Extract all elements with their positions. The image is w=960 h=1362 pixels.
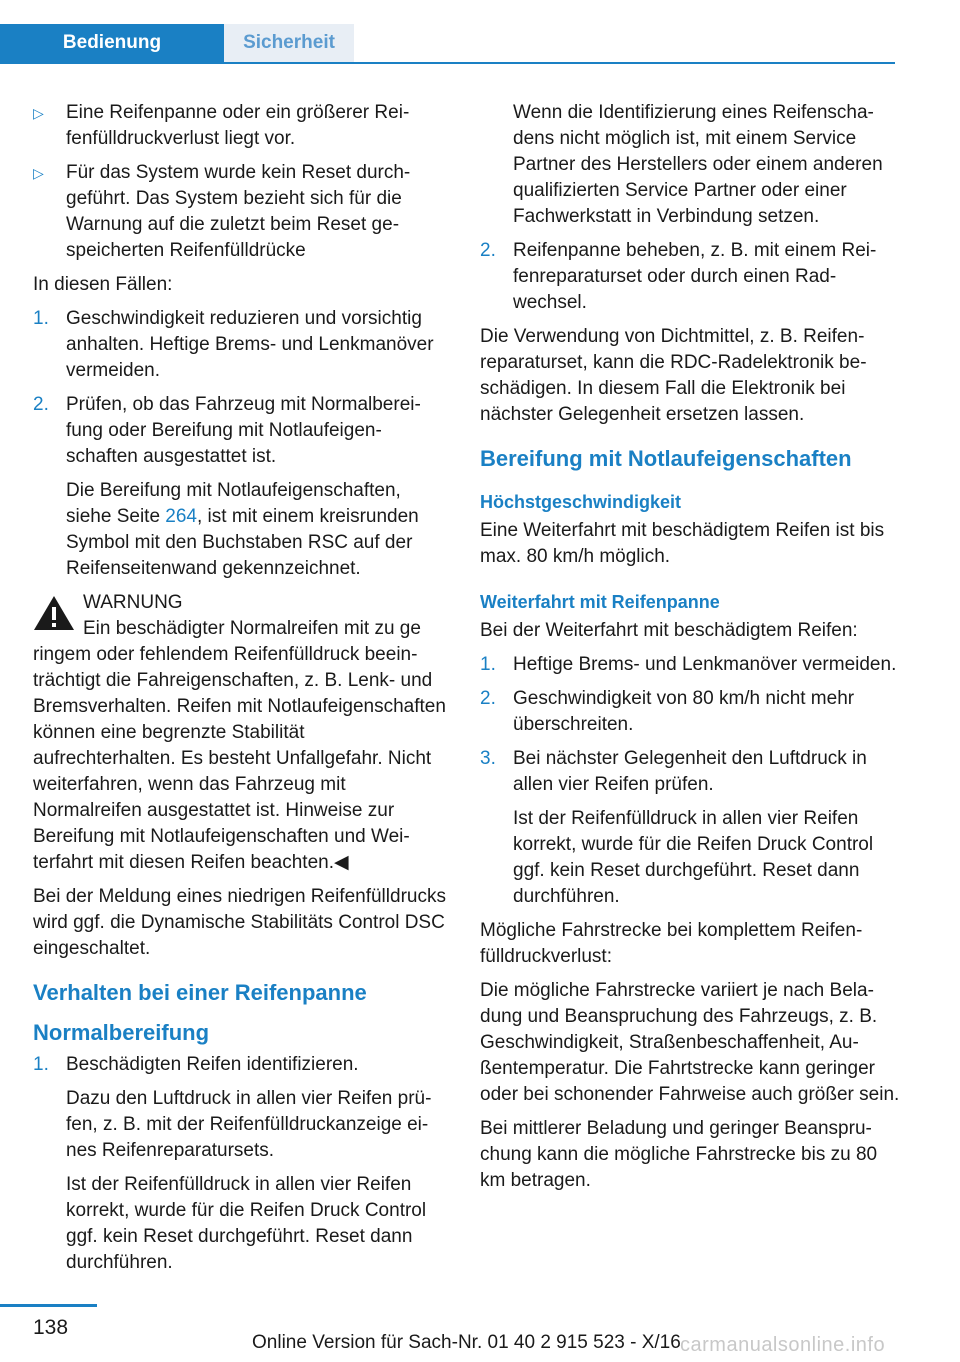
page-reference-link[interactable]: 264 (165, 506, 197, 527)
watermark: carmanualsonline.info (680, 1334, 886, 1356)
list-item: ▷ Für das System wurde kein Reset durchgeführt. Das System bezieht sich für die Warnung auf die zuletzt beim Reset gespeicherten Reifenfülldrücke (33, 162, 411, 261)
step-number: 1. (33, 308, 49, 329)
left-column (33, 100, 447, 1284)
list-item: 1. Geschwindigkeit reduzieren und vorsichtig anhalten. Heftige Brems- und Lenkmanöver vermeiden. (33, 308, 434, 381)
paragraph: Bei mittlerer Beladung und geringer Beanspruchung kann die mögliche Fahrstrecke bis zu 80 km betragen. (480, 1118, 878, 1191)
list-item: ▷ Eine Reifenpanne oder ein größerer Reifenfülldruckverlust liegt vor. (33, 102, 410, 149)
warning-triangle-icon (33, 594, 75, 632)
warning-title: WARNUNG (83, 592, 183, 613)
paragraph: Eine Weiterfahrt mit beschädigtem Reifen ist bis max. 80 km/h möglich. (480, 520, 885, 567)
bullet-triangle-icon: ▷ (33, 165, 44, 181)
step-number: 2. (480, 688, 496, 709)
list-item: 1. Heftige Brems- und Lenkmanöver vermeiden. (480, 652, 900, 678)
footer-rule (0, 1304, 97, 1307)
right-column (480, 100, 900, 1202)
step-subtext: Ist der Reifenfülldruck in allen vier Reifen korrekt, wurde für die Reifen Druck Control ggf. kein Reset durchgeführt. Reset dann durchführen. (66, 1174, 427, 1273)
section-heading: Bereifung mit Notlaufeigenschaften (480, 446, 852, 471)
step-subtext: Wenn die Identifizierung eines Reifenschadens nicht möglich ist, mit einem Service Partner des Herstellers oder einem anderen qualifizierten Service Partner oder einer Fachwerkstatt in Verbindung setzen. (513, 102, 883, 227)
paragraph: Bei der Weiterfahrt mit beschädigtem Reifen: (480, 620, 858, 641)
step-number: 2. (33, 394, 49, 415)
paragraph: Bei der Meldung eines niedrigen Reifenfülldrucks wird ggf. die Dynamische Stabilitäts Control DSC eingeschaltet. (33, 886, 446, 959)
list-item: 3. Bei nächster Gelegenheit den Luftdruck in allen vier Reifen prüfen. (480, 748, 867, 795)
chapter-tabs (0, 24, 895, 64)
page-number: 138 (33, 1316, 69, 1339)
tab-sicherheit[interactable]: Sicherheit (224, 24, 354, 62)
step-number: 1. (480, 654, 496, 675)
tab-bedienung[interactable]: Bedienung (0, 24, 224, 62)
subsection-heading: Höchstgeschwindigkeit (480, 492, 682, 512)
warning-block (33, 590, 447, 876)
step-subtext: Ist der Reifenfülldruck in allen vier Reifen korrekt, wurde für die Reifen Druck Control ggf. kein Reset durchgeführt. Reset dann durchführen. (513, 808, 874, 907)
list-item: 2. Reifenpanne beheben, z. B. mit einem Reifenreparaturset oder durch einen Radwechsel. (480, 240, 877, 313)
online-version-text: Online Version für Sach-Nr. 01 40 2 915 523 - X/16 (252, 1332, 681, 1353)
paragraph: Die mögliche Fahrstrecke variiert je nach Beladung und Beanspruchung des Fahrzeugs, z. B. Geschwindigkeit, Straßenbeschaffenheit, Außentemperatur. Die Fahrtstrecke kann geringer oder bei schonender Fahrweise auch größer sein. (480, 980, 900, 1105)
section-heading: Verhalten bei einer Reifenpanne (33, 980, 367, 1005)
step-subtext: Dazu den Luftdruck in allen vier Reifen prüfen, z. B. mit der Reifenfülldruckanzeige eines Reifenreparatursets. (66, 1088, 432, 1161)
list-item: 1. Beschädigten Reifen identifizieren. (33, 1052, 447, 1078)
step-subtext: Die Bereifung mit Notlaufeigenschaften, siehe Seite 264, ist mit einem kreisrunden Symbol mit den Buchstaben RSC auf der Reifenseitenwand gekennzeichnet. (66, 480, 419, 579)
step-number: 1. (33, 1054, 49, 1075)
step-number: 2. (480, 240, 496, 261)
list-item: 2. Prüfen, ob das Fahrzeug mit Normalbereifung oder Bereifung mit Notlaufeigenschaften ausgestattet ist. (33, 394, 421, 467)
list-item: 2. Geschwindigkeit von 80 km/h nicht mehr überschreiten. (480, 688, 855, 735)
paragraph: Die Verwendung von Dichtmittel, z. B. Reifenreparaturset, kann die RDC-Radelektronik beschädigen. In diesem Fall die Elektronik bei nächster Gelegenheit ersetzen lassen. (480, 326, 867, 425)
subsection-heading: Normalbereifung (33, 1020, 210, 1045)
step-number: 3. (480, 748, 496, 769)
subsection-heading: Weiterfahrt mit Reifenpanne (480, 592, 720, 612)
warning-first-line: Ein beschädigter Normalreifen mit zu ge (83, 618, 421, 639)
bullet-triangle-icon: ▷ (33, 105, 44, 121)
warning-text: ringem oder fehlendem Reifenfülldruck beeinträchtigt die Fahreigenschaften, z. B. Lenk- und Bremsverhalten. Reifen mit Notlaufeigenschaften können eine begrenzte Stabilität aufrechterhalten. Es besteht Unfallgefahr. Nicht weiterfahren, wenn das Fahrzeug mit Normalreifen ausgestattet ist. Hinweise zur Bereifung mit Notlaufeigenschaften und Weiterfahrt mit diesen Reifen beachten.◀ (33, 644, 446, 873)
paragraph: Mögliche Fahrstrecke bei komplettem Reifenfülldruckverlust: (480, 920, 863, 967)
paragraph: In diesen Fällen: (33, 274, 173, 295)
